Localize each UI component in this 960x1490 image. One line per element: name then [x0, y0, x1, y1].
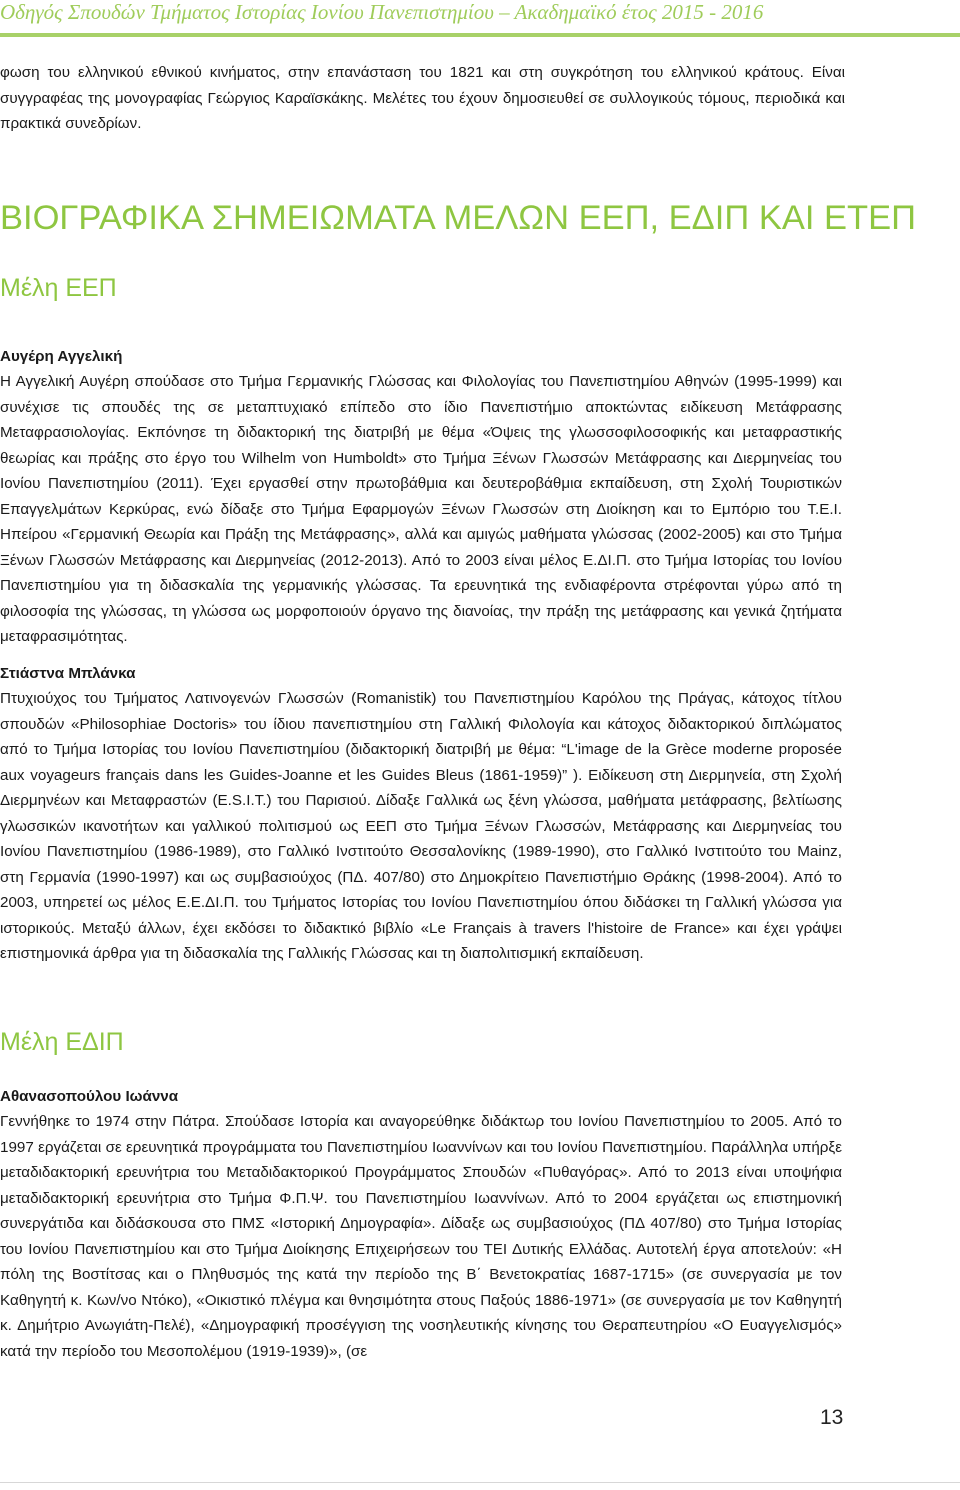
page-title: ΒΙΟΓΡΑΦΙΚΑ ΣΗΜΕΙΩΜΑΤΑ ΜΕΛΩΝ ΕΕΠ, ΕΔΙΠ ΚΑΙ ΕΤΕΠ — [0, 199, 917, 237]
member-bio-avgeri — [0, 345, 842, 650]
bottom-divider — [0, 1482, 960, 1483]
running-header — [0, 0, 960, 37]
member-bio-stiastna — [0, 662, 842, 967]
member-bio-text: Πτυχιούχος του Τμήματος Λατινογενών Γλωσσών (Romanistik) του Πανεπιστημίου Καρόλου της Πράγας, κάτοχος τίτλου σπουδών «Philosophiae Doctoris» του ίδιου πανεπιστημίου στη Γαλλική Φιλολογία και κάτοχος διδακτορικού διπλώματος από το Τμήμα Ιστορίας του Ιονίου Πανεπιστημίου (διδακτορική διατριβή με θέμα: “L'image de la Grèce moderne proposée aux voyageurs français dans les Guides-Joanne et les Guides Bleus (1861-1959)” ). Ειδίκευση στη Διερμηνεία, στη Σχολή Διερμηνέων και Μεταφραστών (E.S.I.T.) του Παρισιού. Δίδαξε Γαλλικά ως ξένη γλώσσα, μαθήματα μετάφρασης, βελτίωσης γλωσσικών ικανοτήτων και γαλλικού πολιτισμού ως ΕΕΠ στο Τμήμα Ξένων Γλωσσών, Μετάφρασης και Διερμηνείας του Ιονίου Πανεπιστημίου (1986-1989), στο Γαλλικό Ινστιτούτο Θεσσαλονίκης (1989-1990), στο Γαλλικό Ινστιτούτο του Mainz, στη Γερμανία (1990-1997) και ως συμβασιούχος (ΠΔ. 407/80) στο Δημοκρίτειο Πανεπιστήμιο Θράκης (1998-2004). Από το 2003, υπηρετεί ως μέλος Ε.Ε.ΔΙ.Π. του Τμήματος Ιστορίας του Ιονίου Πανεπιστημίου όπου διδάσκει τη Γαλλική γλώσσα για ιστορικούς. Μεταξύ άλλων, έχει εκδόσει το διδακτικό βιβλίο «Le Français à travers l'histoire de France» και έχει γράψει επιστημονικά άρθρα για τη διδασκαλία της Γαλλικής Γλώσσας και τη διαπολιτισμική εκπαίδευση. — [0, 690, 842, 962]
member-bio-athanasopoulou — [0, 1085, 842, 1364]
member-bio-text: Γεννήθηκε το 1974 στην Πάτρα. Σπούδασε Ιστορία και αναγορεύθηκε διδάκτωρ του Ιονίου Πανεπιστημίου το 2005. Από το 1997 εργάζεται σε ερευνητικά προγράμματα του Πανεπιστημίου Ιωαννίνων και του Ιονίου Πανεπιστημίου. Παράλληλα υπήρξε μεταδιδακτορική ερευνήτρια του Μεταδιδακτορικού Προγράμματος Σπουδών «Πυθαγόρας». Από το 2013 είναι υποψήφια μεταδιδακτορική ερευνήτρια στο Τμήμα Φ.Π.Ψ. του Πανεπιστημίου Ιωαννίνων. Από το 2004 εργάζεται ως επιστημονική συνεργάτιδα και διδάσκουσα στο ΠΜΣ «Ιστορική Δημογραφία». Δίδαξε ως συμβασιούχος (ΠΔ 407/80) στο Τμήμα Ιστορίας του Ιονίου Πανεπιστημίου και στο Τμήμα Διοίκησης Επιχειρήσεων του ΤΕΙ Δυτικής Ελλάδας. Αυτοτελή έργα αποτελούν: «Η πόλη της Βοστίτσας και ο Πληθυσμός της κατά την περίοδο της Β΄ Βενετοκρατίας 1687-1715» (σε συνεργασία με τον Καθηγητή κ. Κων/νο Ντόκο), «Οικιστικό πλέγμα και θνησιμότητα στους Παξούς 1886-1971» (σε συνεργασία με τον Καθηγητή κ. Δημήτριο Ανωγιάτη-Πελέ), «Δημογραφική προσέγγιση της νοσηλευτικής κίνησης του Θεραπευτηρίου «Ο Ευαγγελισμός» κατά την περίοδο του Μεσοπολέμου (1919-1939)», (σε — [0, 1113, 842, 1360]
member-bio-text: Η Αγγελική Αυγέρη σπούδασε στο Τμήμα Γερμανικής Γλώσσας και Φιλολογίας του Πανεπιστημίου Αθηνών (1995-1999) και συνέχισε τις σπουδές της σε μεταπτυχιακό επίπεδο στο ίδιο Πανεπιστήμιο αποκτώντας ειδίκευση Μετάφρασης Μεταφρασιολογίας. Εκπόνησε τη διδακτορική της διατριβή με θέμα «Όψεις της γλωσσοφιλοσοφικής και μεταφραστικής θεωρίας και πράξης στο έργο του Wilhelm von Humboldt» στο Τμήμα Ξένων Γλωσσών Μετάφρασης και Διερμηνείας του Ιονίου Πανεπιστημίου (2011). Έχει εργασθεί στην πρωτοβάθμια και δευτεροβάθμια εκπαίδευση, στη Σχολή Τουριστικών Επαγγελμάτων Κερκύρας, ενώ δίδαξε στο Τμήμα Εφαρμογών Ξένων Γλωσσών στη Διοίκηση και το Εμπόριο του Τ.Ε.Ι. Ηπείρου «Γερμανική Θεωρία και Πράξη της Μετάφρασης», αλλά και αμιγώς μαθήματα γλώσσας (2002-2005) και στο Τμήμα Ξένων Γλωσσών Μετάφρασης και Διερμηνείας (2012-2013). Από το 2003 είναι μέλος Ε.ΔΙ.Π. στο Τμήμα Ιστορίας του Ιονίου Πανεπιστημίου για τη διδασκαλία της γερμανικής γλώσσας. Τα ερευνητικά της ενδιαφέροντα στρέφονται γύρω από τη φιλοσοφία της γλώσσας, τη γλώσσα ως μορφοποιούν όργανο της διανοίας, την πράξη της μετάφρασης και γενικά ζητήματα μεταφρασιμότητας. — [0, 373, 842, 645]
header-divider — [0, 33, 960, 37]
member-name: Αυγέρη Αγγελική — [0, 348, 123, 365]
member-name: Αθανασοπούλου Ιωάννα — [0, 1088, 179, 1105]
running-header-title: Οδηγός Σπουδών Τμήματος Ιστορίας Ιονίου Πανεπιστημίου – Ακαδημαϊκό έτος 2015 - 2016 — [0, 0, 764, 24]
page-number: 13 — [820, 1406, 844, 1429]
member-name: Στιάστνα Μπλάνκα — [0, 665, 136, 682]
intro-paragraph: φωση του ελληνικού εθνικού κινήματος, στην επανάσταση του 1821 και στη συγκρότηση του ελληνικού κράτους. Είναι συγγραφέας της μονογραφίας Γεώργιος Καραϊσκάκης. Μελέτες του έχουν δημοσιευθεί σε συλλογικούς τόμους, περιοδικά και πρακτικά συνεδρίων. — [0, 64, 845, 132]
section-title-eep: Μέλη ΕΕΠ — [0, 274, 117, 302]
section-title-edip: Μέλη ΕΔΙΠ — [0, 1028, 124, 1056]
page-content — [0, 60, 960, 1360]
